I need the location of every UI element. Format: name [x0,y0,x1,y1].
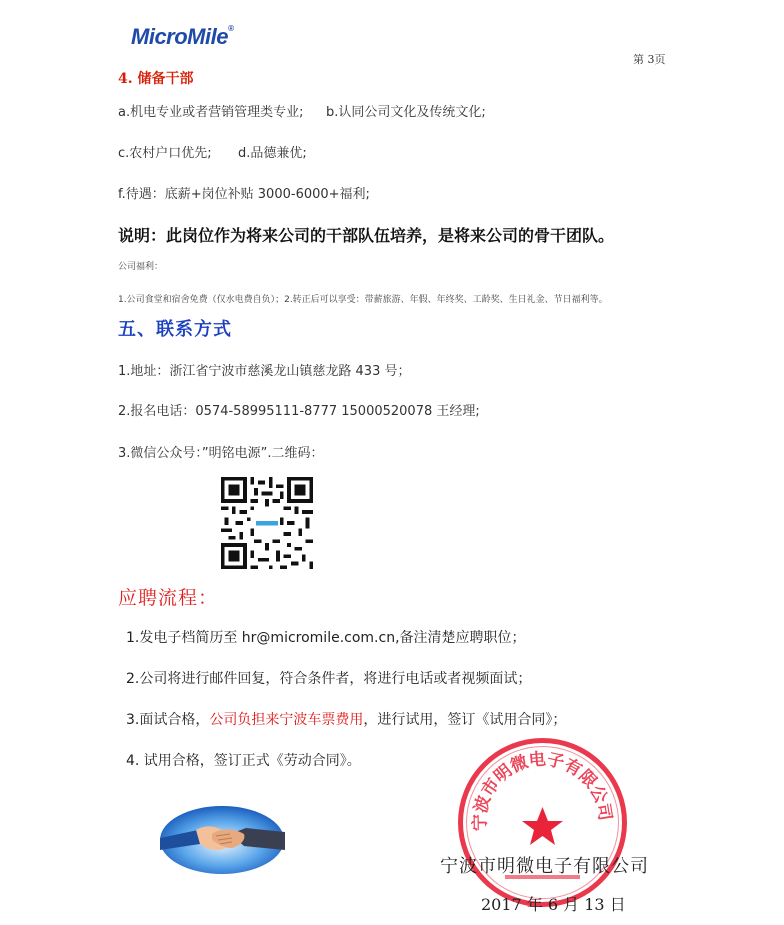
position-note: 说明：此岗位作为将来公司的干部队伍培养，是将来公司的骨干团队。 [118,226,615,245]
process-step-3-pre: 3.面试合格， [126,712,210,728]
contact-address: 1.地址：浙江省宁波市慈溪龙山镇慈龙路 433 号； [118,364,411,379]
company-logo [131,24,233,50]
benefits-text: 1.公司食堂和宿舍免费（仅水电费自负）；2.转正后可以享受：带薪旅游、年假、年终奖、工龄奖、生日礼金、节日福利等。 [118,295,608,305]
process-step-3-highlight: 公司负担来宁波车票费用 [209,712,364,728]
section-title-contact: 五、联系方式 [118,319,232,340]
logo-trademark: ® [227,24,234,33]
section-title-process: 应聘流程： [118,587,219,609]
qr-code-icon [221,477,313,569]
process-step-4: 4. 试用合格，签订正式《劳动合同》。 [126,753,361,769]
benefits-title: 公司福利： [118,262,164,272]
requirement-b: b.认同公司文化及传统文化; [326,105,486,120]
contact-wechat: 3.微信公众号：”明铭电源”.二维码： [118,446,324,461]
section-title-reserve-cadre: 4. 储备干部 [118,71,194,87]
contact-phone: 2.报名电话：0574-58995111-8777 15000520078 王经理; [118,404,480,419]
process-step-1: 1.发电子档简历至 hr@micromile.com.cn,备注清楚应聘职位； [126,630,526,646]
company-signature: 宁波市明微电子有限公司 [440,856,649,877]
company-seal-icon [455,735,630,910]
handshake-icon [160,800,285,875]
signature-date: 2017 年 6 月 13 日 [481,895,626,914]
requirement-a: a.机电专业或者营销管理类专业; [118,105,304,120]
salary-line: f.待遇：底薪+岗位补贴 3000-6000+福利; [118,187,370,202]
page-number: 第 3页 [633,53,666,66]
logo-text: MicroMile [131,24,228,49]
requirement-c: c.农村户口优先; [118,146,212,161]
process-step-3 [126,709,566,729]
seal-text: 宁波市明微电子有限公司 [470,749,615,832]
process-step-2: 2.公司将进行邮件回复，符合条件者，将进行电话或者视频面试； [126,671,532,687]
requirement-d: d.品德兼优; [238,146,307,161]
process-step-3-post: ，进行试用，签订《试用合同》； [363,712,567,728]
